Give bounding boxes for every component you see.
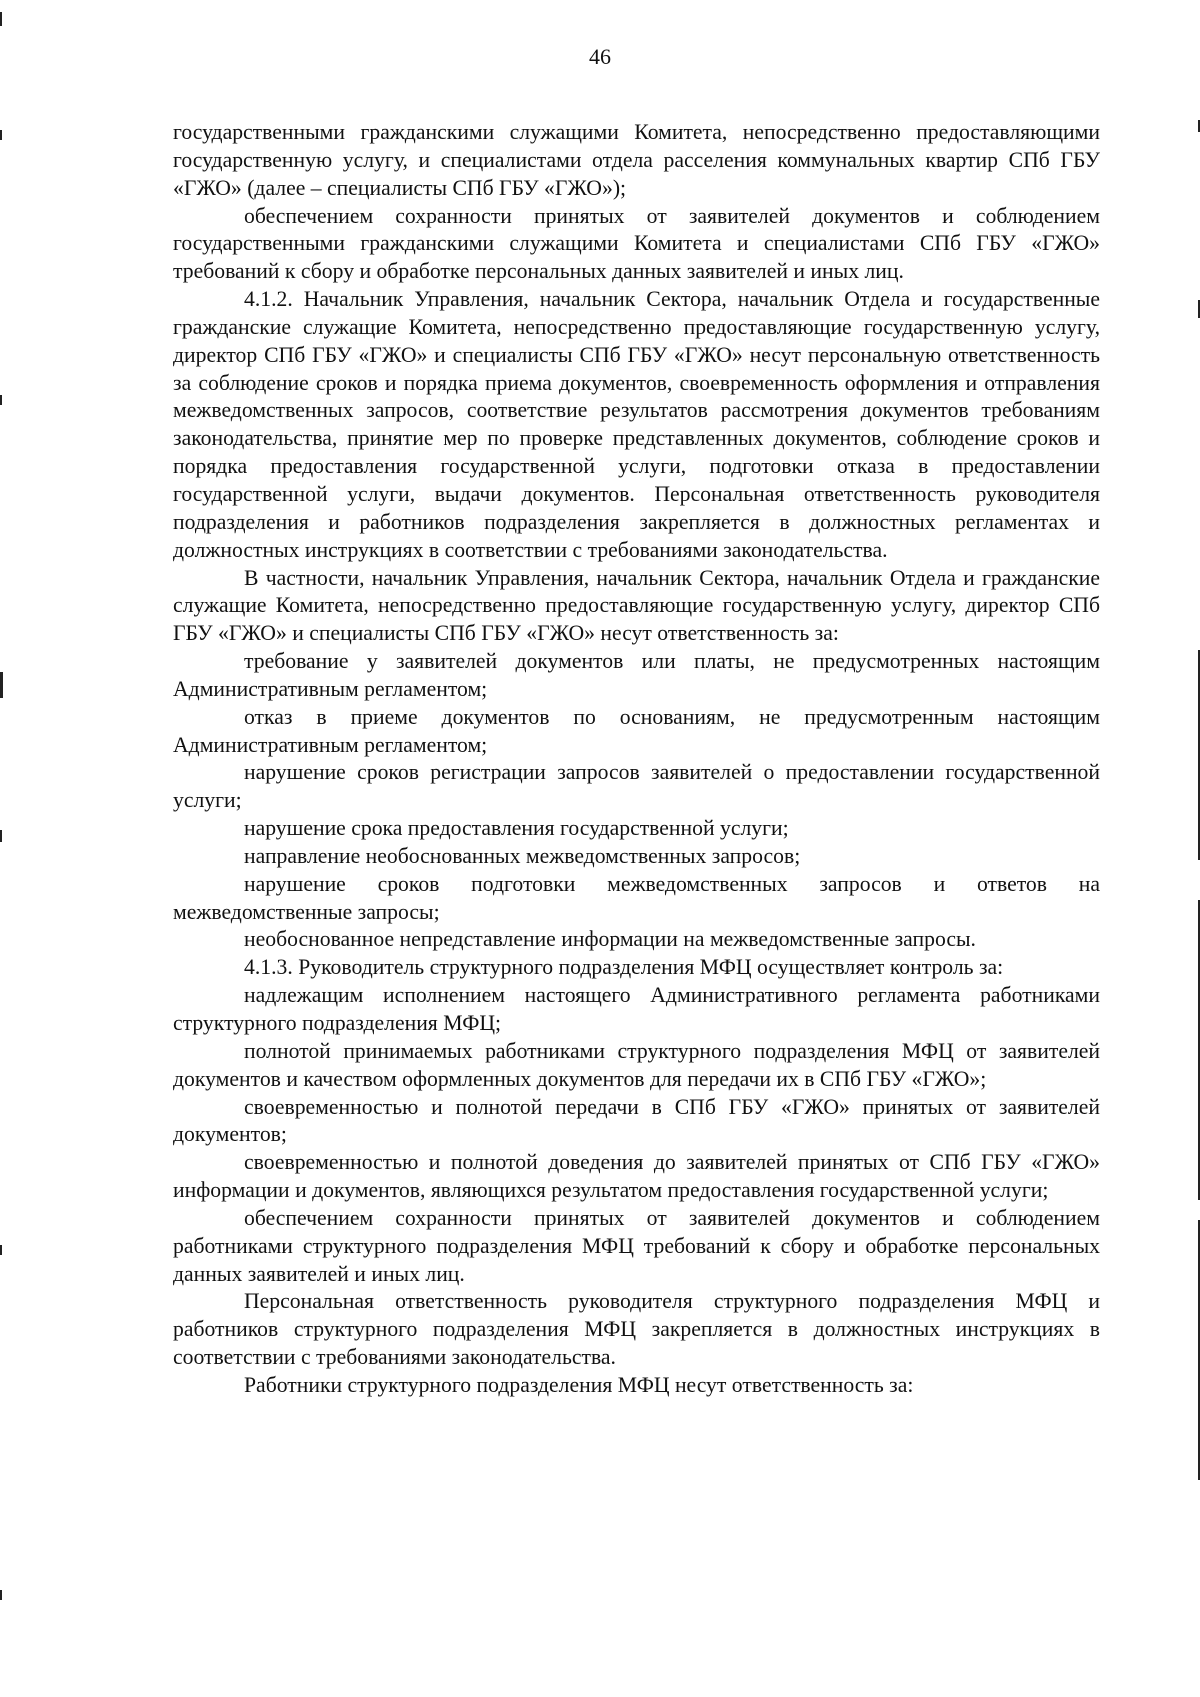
- scan-edge-mark: [0, 395, 2, 405]
- scan-edge-mark: [0, 830, 2, 842]
- list-item: нарушение сроков регистрации запросов заявителей о предоставлении государственной услуги;: [173, 760, 1100, 813]
- paragraph: В частности, начальник Управления, начальник Сектора, начальник Отдела и гражданские служащие Комитета, непосредственно предоставляющие государственную услугу, директор СПб ГБУ «ГЖО» и специалисты СПб ГБУ «ГЖО» несут ответственность за:: [173, 565, 1100, 646]
- scan-edge-mark: [0, 1590, 2, 1600]
- scan-edge-mark: [0, 12, 2, 26]
- list-item: обеспечением сохранности принятых от заявителей документов и соблюдением работниками структурного подразделения МФЦ требований к сбору и обработке персональных данных заявителей и иных лиц.: [173, 1205, 1100, 1286]
- list-item: нарушение сроков подготовки межведомственных запросов и ответов на межведомственные запросы;: [173, 871, 1100, 924]
- scan-edge-mark: [0, 1245, 2, 1255]
- list-item: направление необоснованных межведомственных запросов;: [244, 843, 801, 868]
- scan-edge-mark: [0, 130, 2, 140]
- paragraph: Персональная ответственность руководителя структурного подразделения МФЦ и работников структурного подразделения МФЦ закрепляется в должностных инструкциях в соответствии с требованиями законодательства.: [173, 1289, 1100, 1370]
- list-item: необоснованное непредставление информации на межведомственные запросы.: [244, 927, 976, 952]
- list-item: отказ в приеме документов по основаниям, не предусмотренным настоящим Административным регламентом;: [173, 704, 1100, 757]
- paragraph: государственными гражданскими служащими Комитета, непосредственно предоставляющими государственную услугу, и специалистами отдела расселения коммунальных квартир СПб ГБУ «ГЖО» (далее – специалисты СПб ГБУ «ГЖО»);: [173, 120, 1100, 200]
- list-item: нарушение срока предоставления государственной услуги;: [244, 816, 789, 841]
- scan-edge-mark: [0, 672, 3, 698]
- paragraph: обеспечением сохранности принятых от заявителей документов и соблюдением государственными гражданскими служащими Комитета и специалистами СПб ГБУ «ГЖО» требований к сбору и обработке персональных данных заявителей и иных лиц.: [173, 203, 1100, 284]
- section-paragraph-4-1-2: 4.1.2. Начальник Управления, начальник Сектора, начальник Отдела и государственные гражданские служащие Комитета, непосредственно предоставляющие государственную услугу, директор СПб ГБУ «ГЖО» и специалисты СПб ГБУ «ГЖО» несут персональную ответственность за соблюдение сроков и порядка приема документов, своевременность оформления и отправления межведомственных запросов, соответствие результатов рассмотрения документов требованиям законодательства, принятие мер по проверке представленных документов, соблюдение сроков и порядка предоставления государственной услуги, подготовки отказа в предоставлении государственной услуги, выдачи документов. Персональная ответственность руководителя подразделения и работников подразделения закрепляется в должностных регламентах и должностных инструкциях в соответствии с требованиями законодательства.: [173, 287, 1100, 562]
- document-body: [173, 119, 1100, 1400]
- list-item: своевременностью и полнотой доведения до заявителей принятых от СПб ГБУ «ГЖО» информации и документов, являющихся результатом предоставления государственной услуги;: [173, 1150, 1100, 1203]
- page-number: 46: [589, 44, 611, 69]
- paragraph: Работники структурного подразделения МФЦ несут ответственность за:: [244, 1372, 914, 1397]
- list-item: полнотой принимаемых работниками структурного подразделения МФЦ от заявителей документов и качеством оформленных документов для передачи их в СПб ГБУ «ГЖО»;: [173, 1038, 1100, 1091]
- section-paragraph-4-1-3: 4.1.3. Руководитель структурного подразделения МФЦ осуществляет контроль за:: [244, 955, 1004, 980]
- list-item: требование у заявителей документов или платы, не предусмотренных настоящим Административным регламентом;: [173, 649, 1100, 701]
- list-item: надлежащим исполнением настоящего Административного регламента работниками структурного подразделения МФЦ;: [173, 983, 1100, 1035]
- list-item: своевременностью и полнотой передачи в СПб ГБУ «ГЖО» принятых от заявителей документов;: [173, 1094, 1100, 1147]
